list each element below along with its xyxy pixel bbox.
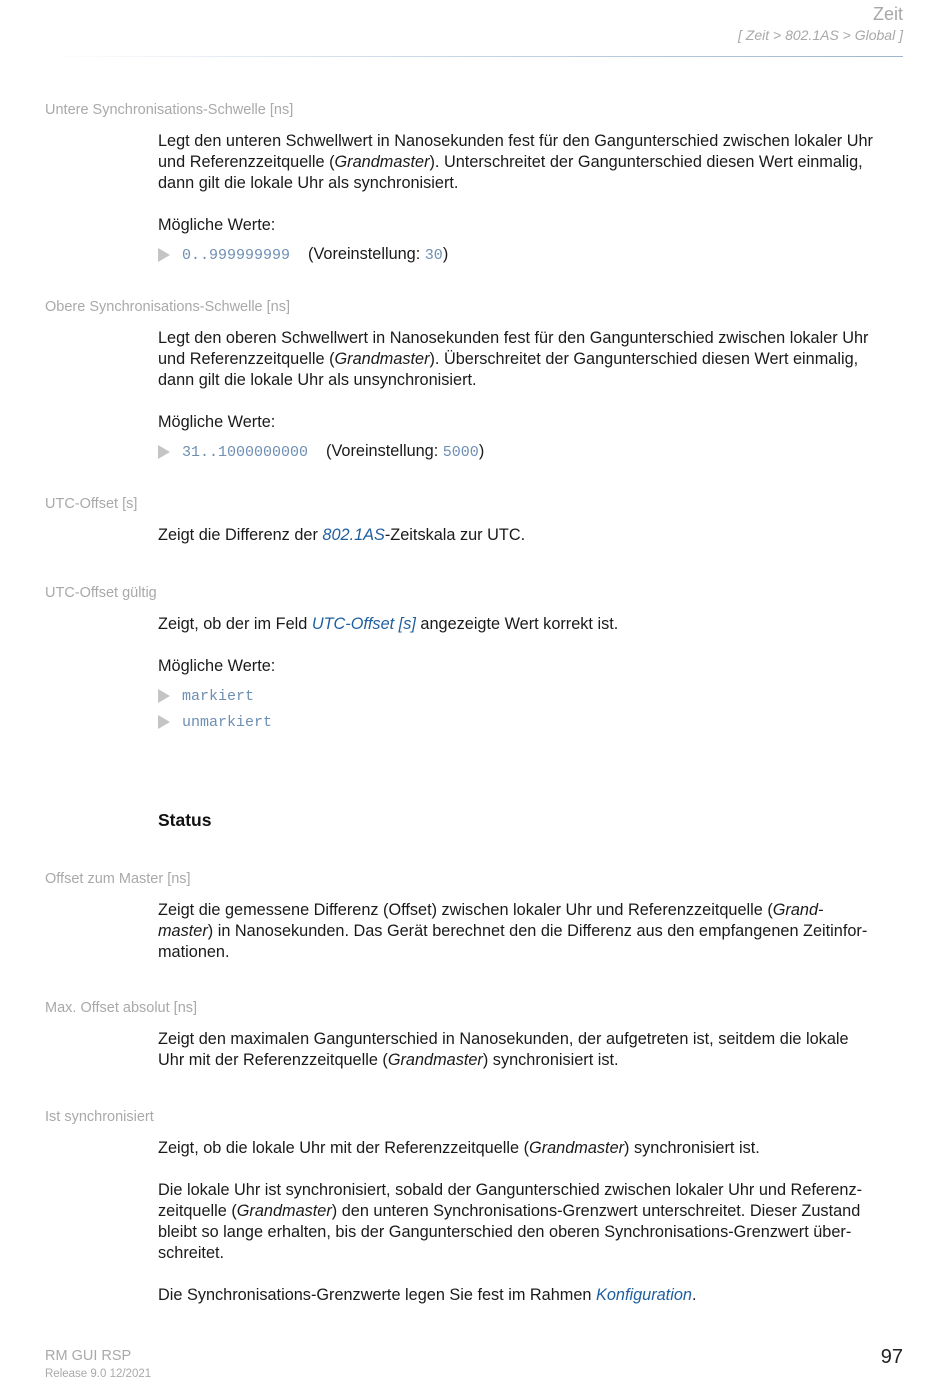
term-grandmaster: Grandmaster [236, 1202, 332, 1220]
text-span: angezeigte Wert korrekt ist. [415, 615, 619, 633]
text-span: und Referenzzeitquelle ( [158, 153, 335, 171]
term-grandmaster: Grandmaster [334, 153, 430, 171]
desc-line [158, 349, 906, 370]
value-item [158, 242, 906, 268]
section-heading-status: Status [158, 810, 212, 830]
link-konfiguration[interactable]: Konfiguration [595, 1286, 692, 1304]
text-span: zeitquelle ( [158, 1202, 237, 1220]
desc-line: schreitet. [158, 1244, 225, 1262]
text-span: -Zeitskala zur UTC. [384, 526, 526, 544]
text-span: ) den unteren Synchronisations-Grenzwert unterschreitet. Dieser Zustand [331, 1202, 861, 1220]
desc-line: mationen. [158, 943, 230, 961]
param-desc-utc-offset-valid [158, 614, 906, 735]
text-span: und Referenzzeitquelle ( [158, 350, 335, 368]
text-span: ) [478, 442, 485, 460]
desc-line: Zeigt den maximalen Gangunterschied in Nanosekunden, der aufgetreten ist, seitdem die lokale [158, 1030, 849, 1048]
text-span: ) in Nanosekunden. Das Gerät berechnet den die Differenz aus den empfangenen Zeitinfor- [207, 922, 868, 940]
term-grandmaster: Grand- [772, 901, 824, 919]
desc-line [158, 921, 906, 942]
text-span: ) synchronisiert ist. [624, 1139, 760, 1157]
desc-line: Die lokale Uhr ist synchronisiert, sobald der Gangunterschied zwischen lokaler Uhr und Referenz- [158, 1181, 863, 1199]
text-span: (Voreinstellung: [326, 442, 443, 460]
bullet-arrow-icon [158, 715, 170, 729]
param-label-lower-threshold: Untere Synchronisations-Schwelle [ns] [45, 102, 294, 118]
param-label-is-synced: Ist synchronisiert [45, 1109, 154, 1125]
values-title: Mögliche Werte: [158, 413, 276, 431]
default-note [326, 441, 484, 463]
param-label-offset-master: Offset zum Master [ns] [45, 871, 191, 887]
value-range: 31..1000000000 [182, 443, 309, 461]
param-desc-max-offset [158, 1029, 906, 1071]
term-grandmaster: Grandmaster [529, 1139, 625, 1157]
desc-line [158, 1050, 906, 1071]
page-header-title: Zeit [872, 4, 903, 24]
text-span: ). Unterschreitet der Gangunterschied diesen Wert einmalig, [429, 153, 863, 171]
param-desc-lower-threshold [158, 131, 906, 268]
desc-line [158, 900, 906, 921]
text-span: Zeigt die gemessene Differenz (Offset) zwischen lokaler Uhr und Referenzzeitquelle ( [158, 901, 773, 919]
value-item [158, 683, 906, 709]
desc-line [158, 1201, 906, 1222]
desc-line: Legt den unteren Schwellwert in Nanosekunden fest für den Gangunterschied zwischen lokaler Uhr [158, 132, 873, 150]
text-span: Zeigt die Differenz der [158, 526, 323, 544]
page-number: 97 [880, 1346, 903, 1368]
text-span: . [691, 1286, 697, 1304]
value-option: markiert [182, 687, 255, 705]
desc-line [158, 152, 906, 173]
desc-line: bleibt so lange erhalten, bis der Gangunterschied den oberen Synchronisations-Grenzwert über- [158, 1223, 852, 1241]
param-desc-offset-master [158, 900, 906, 963]
term-grandmaster: Grandmaster [387, 1051, 483, 1069]
param-desc-is-synced [158, 1138, 906, 1306]
default-value: 30 [424, 247, 443, 264]
value-item [158, 439, 906, 465]
link-utc-offset[interactable]: UTC-Offset [s] [311, 615, 416, 633]
desc-line: dann gilt die lokale Uhr als unsynchronisiert. [158, 371, 477, 389]
param-desc-upper-threshold [158, 328, 906, 465]
param-desc-utc-offset [158, 525, 906, 546]
param-label-upper-threshold: Obere Synchronisations-Schwelle [ns] [45, 299, 291, 315]
header-divider [45, 56, 903, 57]
text-span: ). Überschreitet der Gangunterschied diesen Wert einmalig, [429, 350, 859, 368]
default-value: 5000 [442, 444, 479, 461]
desc-line [158, 1138, 906, 1159]
term-grandmaster: master [158, 922, 208, 940]
bullet-arrow-icon [158, 445, 170, 459]
text-span: Uhr mit der Referenzzeitquelle ( [158, 1051, 388, 1069]
desc-line [158, 1285, 906, 1306]
bullet-arrow-icon [158, 248, 170, 262]
footer-product: RM GUI RSP [45, 1348, 132, 1364]
param-label-utc-offset-valid: UTC-Offset gültig [45, 585, 157, 601]
text-span: Zeigt, ob der im Feld [158, 615, 312, 633]
bullet-arrow-icon [158, 689, 170, 703]
desc-line [158, 525, 906, 546]
value-option: unmarkiert [182, 713, 273, 731]
param-label-max-offset: Max. Offset absolut [ns] [45, 1000, 198, 1016]
breadcrumb: [ Zeit > 802.1AS > Global ] [738, 27, 903, 43]
link-802-1as[interactable]: 802.1AS [322, 526, 385, 544]
value-range: 0..999999999 [182, 246, 291, 264]
text-span: (Voreinstellung: [308, 245, 425, 263]
values-title: Mögliche Werte: [158, 657, 276, 675]
desc-line: Legt den oberen Schwellwert in Nanosekunden fest für den Gangunterschied zwischen lokaler Uhr [158, 329, 869, 347]
values-title: Mögliche Werte: [158, 216, 276, 234]
param-label-utc-offset: UTC-Offset [s] [45, 496, 138, 512]
value-item [158, 709, 906, 735]
text-span: ) [442, 245, 449, 263]
text-span: ) synchronisiert ist. [482, 1051, 619, 1069]
desc-line [158, 614, 906, 635]
default-note [308, 244, 448, 266]
footer-release: Release 9.0 12/2021 [45, 1368, 152, 1380]
text-span: Zeigt, ob die lokale Uhr mit der Referenzzeitquelle ( [158, 1139, 530, 1157]
term-grandmaster: Grandmaster [334, 350, 430, 368]
desc-line: dann gilt die lokale Uhr als synchronisiert. [158, 174, 459, 192]
text-span: Die Synchronisations-Grenzwerte legen Sie fest im Rahmen [158, 1286, 596, 1304]
